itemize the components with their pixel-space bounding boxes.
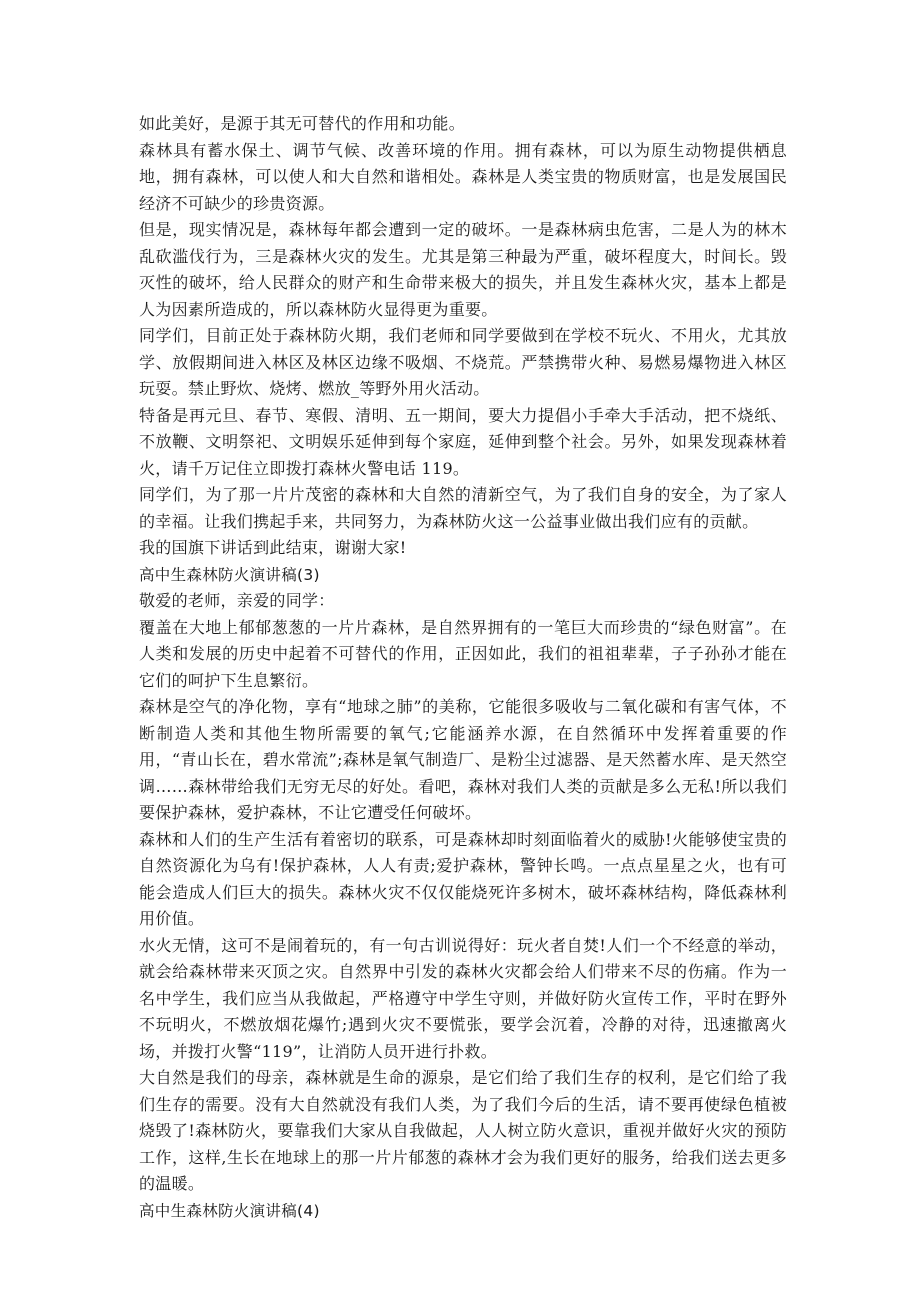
paragraph: 覆盖在大地上郁郁葱葱的一片片森林，是自然界拥有的一笔巨大而珍贵的“绿色财富”。在人类和发展的历史中起着不可替代的作用，正因如此，我们的祖祖辈辈，子子孙孙才能在它们的呵护下生息繁衍。 bbox=[139, 617, 787, 690]
section-heading: 高中生森林防火演讲稿(4) bbox=[139, 1201, 320, 1220]
paragraph: 同学们，目前正处于森林防火期，我们老师和同学要做到在学校不玩火、不用火，尤其放学、放假期间进入林区及林区边缘不吸烟、不烧荒。严禁携带火种、易燃易爆物进入林区玩耍。禁止野炊、烧烤、燃放_等野外用火活动。 bbox=[139, 326, 787, 398]
paragraph: 我的国旗下讲话到此结束，谢谢大家! bbox=[139, 538, 407, 557]
document-body bbox=[139, 111, 787, 1224]
paragraph: 森林是空气的净化物，享有“地球之肺”的美称，它能很多吸收与二氧化碳和有害气体，不断制造人类和其他生物所需要的氧气;它能涵养水源，在自然循环中发挥着重要的作用，“青山长在，碧水常流”;森林是氧气制造厂、是粉尘过滤器、是天然蓄水库、是天然空调……森林带给我们无穷无尽的好处。看吧，森林对我们人类的贡献是多么无私!所以我们要保护森林，爱护森林，不让它遭受任何破坏。 bbox=[139, 697, 787, 822]
section-heading: 高中生森林防火演讲稿(3) bbox=[139, 565, 320, 584]
paragraph: 水火无情，这可不是闹着玩的，有一句古训说得好：玩火者自焚!人们一个不经意的举动，就会给森林带来灭顶之灾。自然界中引发的森林火灾都会给人们带来不尽的伤痛。作为一名中学生，我们应当从我做起，严格遵守中学生守则，并做好防火宣传工作，平时在野外不玩明火，不燃放烟花爆竹;遇到火灾不要慌张，要学会沉着，冷静的对待，迅速撤离火场，并拨打火警“119”，让消防人员开进行扑救。 bbox=[139, 935, 787, 1061]
paragraph: 森林具有蓄水保土、调节气候、改善环境的作用。拥有森林，可以为原生动物提供栖息地，拥有森林，可以使人和大自然和谐相处。森林是人类宝贵的物质财富，也是发展国民经济不可缺少的珍贵资源。 bbox=[139, 140, 787, 213]
paragraph: 大自然是我们的母亲，森林就是生命的源泉，是它们给了我们生存的权利，是它们给了我们生存的需要。没有大自然就没有我们人类，为了我们今后的生活，请不要再使绿色植被烧毁了!森林防火，要靠我们大家从自我做起，人人树立防火意识，重视并做好火灾的预防工作，这样,生长在地球上的那一片片郁葱的森林才会为我们更好的服务，给我们送去更多的温暖。 bbox=[139, 1068, 787, 1193]
paragraph: 同学们，为了那一片片茂密的森林和大自然的清新空气，为了我们自身的安全，为了家人的幸福。让我们携起手来，共同努力，为森林防火这一公益事业做出我们应有的贡献。 bbox=[139, 485, 787, 531]
paragraph: 如此美好，是源于其无可替代的作用和功能。 bbox=[139, 114, 466, 133]
paragraph: 特备是再元旦、春节、寒假、清明、五一期间，要大力提倡小手牵大手活动，把不烧纸、不放鞭、文明祭祀、文明娱乐延伸到每个家庭，延伸到整个社会。另外，如果发现森林着火，请千万记住立即拨打森林火警电话 119。 bbox=[139, 405, 787, 478]
paragraph: 但是，现实情况是，森林每年都会遭到一定的破坏。一是森林病虫危害，二是人为的林木乱砍滥伐行为，三是森林火灾的发生。尤其是第三种最为严重，破坏程度大，时间长。毁灭性的破坏，给人民群众的财产和生命带来极大的损失，并且发生森林火灾，基本上都是人为因素所造成的，所以森林防火显得更为重要。 bbox=[139, 220, 787, 319]
paragraph: 森林和人们的生产生活有着密切的联系，可是森林却时刻面临着火的威胁!火能够使宝贵的自然资源化为乌有!保护森林，人人有责;爱护森林，警钟长鸣。一点点星星之火，也有可能会造成人们巨大的损失。森林火灾不仅仅能烧死许多树木，破坏森林结构，降低森林利用价值。 bbox=[139, 829, 787, 928]
salutation: 敬爱的老师，亲爱的同学： bbox=[139, 591, 335, 610]
